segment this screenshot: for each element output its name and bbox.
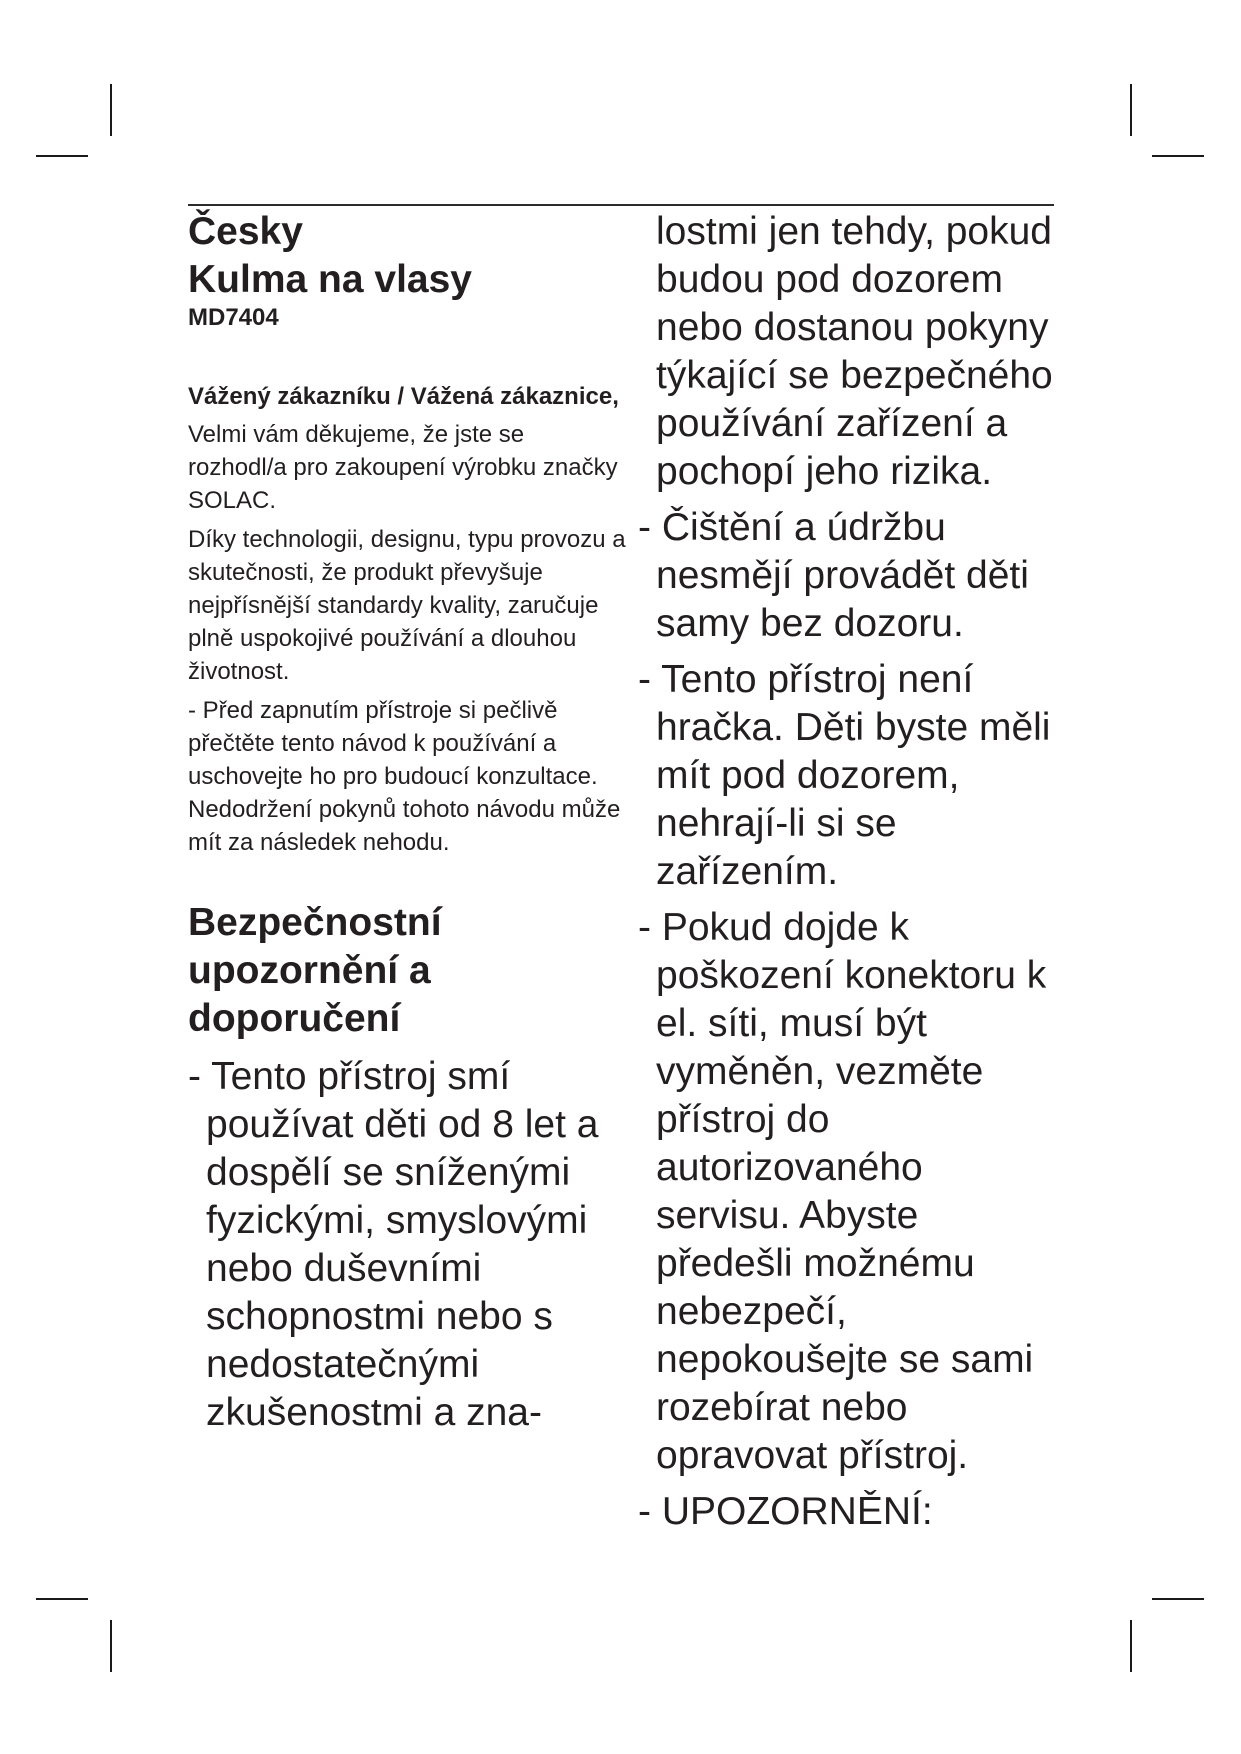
language-title: Česky: [188, 210, 303, 253]
safety-item-5: - UPOZORNĚNÍ:: [638, 1490, 933, 1533]
crop-mark-top-right-vertical: [1130, 84, 1132, 136]
safety-item-2: - Čištění a údržbu nesmějí provádět děti samy bez dozoru.: [638, 506, 1029, 645]
safety-item-1-continued: lostmi jen tehdy, pokud budou pod dozorem nebo dostanou pokyny týkající se bezpečného používání zařízení a pochopí jeho rizika.: [656, 210, 1053, 493]
crop-mark-top-left-horizontal: [36, 155, 88, 157]
salutation: Vážený zákazníku / Vážená zákaznice,: [188, 383, 619, 410]
crop-mark-bottom-left-vertical: [110, 1620, 112, 1672]
right-column: [638, 208, 1063, 1544]
crop-mark-bottom-right-vertical: [1130, 1620, 1132, 1672]
crop-mark-bottom-right-horizontal: [1152, 1598, 1204, 1600]
safety-item-4: - Pokud dojde k poškození konektoru k el. síti, musí být vyměněn, vezměte přístroj do autorizovaného servisu. Abyste předešli možnému nebezpečí, nepokoušejte se sami rozebírat nebo opravovat přístroj.: [638, 906, 1047, 1477]
crop-mark-top-left-vertical: [110, 84, 112, 136]
intro-paragraph-1: Velmi vám děkujeme, že jste se rozhodl/a pro zakoupení výrobku značky SOLAC.: [188, 421, 618, 514]
safety-item-3: - Tento přístroj není hračka. Děti byste měli mít pod dozorem, nehrají-li si se zařízením.: [638, 658, 1051, 893]
intro-paragraph-2: Díky technologii, designu, typu provozu a skutečnosti, že produkt převyšuje nejpřísnější standardy kvality, zaručuje plně uspokojivé používání a dlouhou životnost.: [188, 526, 626, 685]
model-number: MD7404: [188, 304, 279, 331]
crop-mark-bottom-left-horizontal: [36, 1598, 88, 1600]
intro-paragraph-3: - Před zapnutím přístroje si pečlivě přečtěte tento návod k používání a uschovejte ho pro budoucí konzultace. Nedodržení pokynů tohoto návodu může mít za následek nehodu.: [188, 697, 621, 856]
product-title: Kulma na vlasy: [188, 258, 472, 301]
left-column: [188, 208, 628, 1445]
safety-item-1: - Tento přístroj smí používat děti od 8 let a dospělí se sníženými fyzickými, smyslovými nebo duševními schopnostmi nebo s nedostatečnými zkušenostmi a zna-: [188, 1055, 599, 1434]
crop-mark-top-right-horizontal: [1152, 155, 1204, 157]
safety-heading: Bezpečnostní upozornění a doporučení: [188, 901, 442, 1040]
top-rule: [188, 204, 1054, 206]
